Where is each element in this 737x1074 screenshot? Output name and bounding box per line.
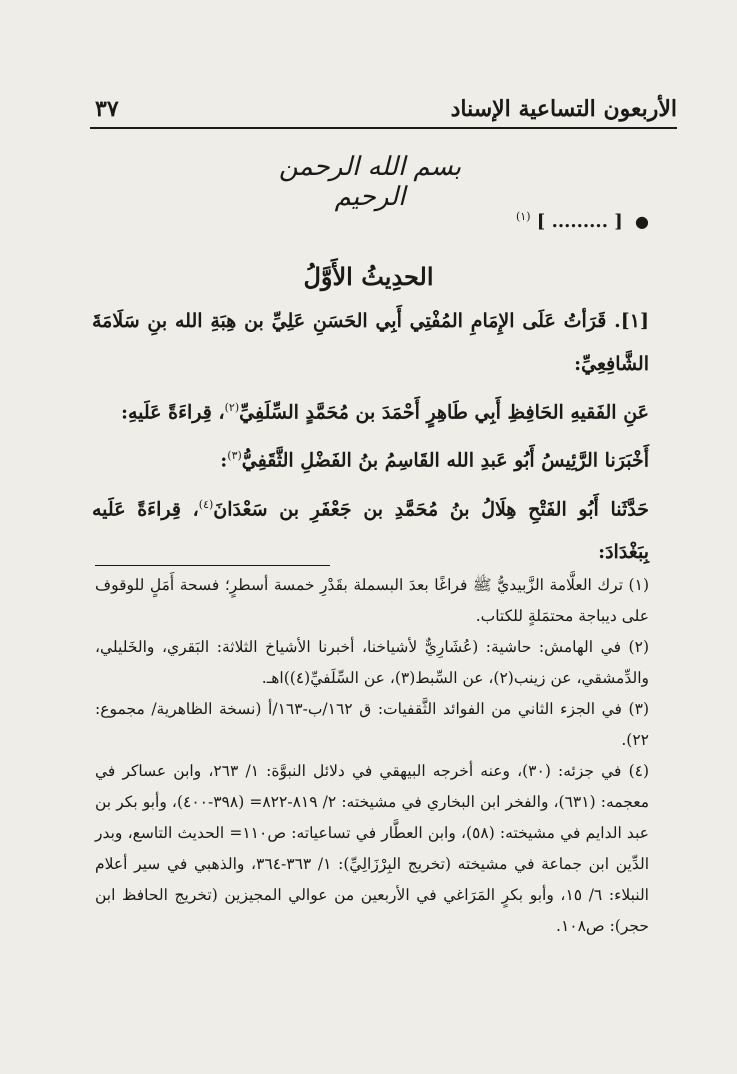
isnad-line-2: عَنِ الفَقيهِ الحَافِظِ أَبِي طَاهِرٍ أَحْمَدَ بن مُحَمَّدٍ السِّلَفِيِّ$^{(٢)}$، قِراءَةً عَلَيهِ: — [120, 401, 649, 424]
footnote-ref: (٢) — [224, 401, 240, 414]
basmala-calligraphy: بسم الله الرحمن الرحيم — [278, 152, 462, 212]
bullet-icon: ● — [635, 212, 649, 231]
hadith-title: الحدِيثُ الأَوَّلُ — [303, 262, 434, 291]
hadith-number: [١]. — [614, 310, 649, 332]
footnote-1: (١) ترك العلَّامة الزَّبيديُّ ﷺ فراغًا بعدَ البسملة بقَدْرِ خمسة أسطرٍ؛ فسحة أَمَلٍ للوقوف على ديباجة محتمَلةٍ للكتاب. — [95, 576, 649, 625]
running-header — [95, 88, 677, 122]
footnote-separator — [95, 565, 330, 566]
gap-marker — [516, 210, 649, 232]
isnad-line-4: حَدَّثَنا أَبُو الفَتْحِ هِلَالُ بنُ مُحَمَّدِ بن جَعْفَرِ بن سَعْدَانَ$^{(٤)}$، قِراءَةً عَلَيه بِبَغْدَادَ: — [92, 497, 649, 563]
book-title: الأربعون التساعية الإسناد — [450, 96, 677, 122]
page-number: ٣٧ — [95, 96, 119, 122]
footnote-4: (٤) في جزئه: (٣٠)، وعنه أخرجه البيهقي في دلائل النبوَّة: ١/ ٢٦٣، وابن عساكر في معجمه: (٦٣١)، والفخر ابن البخاري في مشيخته: ٢/ ٨١٩-٨٢٢= (٣٩٨-٤٠٠)، وأبو بكر بن عبد الدايم في مشيخته: (٥٨)، وابن العطَّار في تساعياته: ص١١٠= الحديث التاسع، وبدر الدِّين ابن جماعة في مشيخته (تخريج البِرْزَالِيِّ): ١/ ٣٦٣-٣٦٤، والذهبي في سير أعلام النبلاء: ٦/ ١٥، وأبو بكرٍ المَرَاغي في الأربعين من عوالي المجيزين (تخريج الحافظ ابن حجر): ص١٠٨. — [95, 762, 650, 935]
footnote-3: (٣) في الجزء الثاني من الفوائد الثَّقفيات: ق ١٦٢/ب-١٦٣/أ (نسخة الظاهرية/ مجموع: ٢٢). — [95, 700, 649, 749]
footnote-ref: (١) — [515, 210, 531, 223]
footnotes — [95, 570, 649, 942]
footnote-2: (٢) في الهامش: حاشية: (عُشَارِيٌّ لأشياخنا، أخبرنا الأشياخ الثلاثة: البَقري، والخَليلي، والدِّمشقي، عن زينب(٢)، عن السِّبط(٣)، عن السِّلَفيِّ(٤))اهـ. — [95, 638, 649, 687]
isnad-line-3: أَخْبَرَنا الرَّئِيسُ أَبُو عَبدِ الله القَاسِمُ بنُ الفَضْلِ الثَّقَفِيُّ$^{(٣)}$: — [220, 449, 649, 472]
footnote-ref: (٤) — [198, 497, 214, 511]
footnote-ref: (٣) — [227, 449, 242, 463]
isnad-line-1: [١]. قَرَأتُ عَلَى الإِمَامِ المُفْتِي أَبِي الحَسَنِ عَلِيِّ بن هِبَةِ الله بنِ سَلَامَةَ الشَّافِعِيِّ: — [92, 310, 649, 375]
header-rule — [90, 127, 677, 129]
hadith-body — [92, 300, 649, 574]
gap-marker-text: [ ......... ] — [536, 211, 623, 232]
